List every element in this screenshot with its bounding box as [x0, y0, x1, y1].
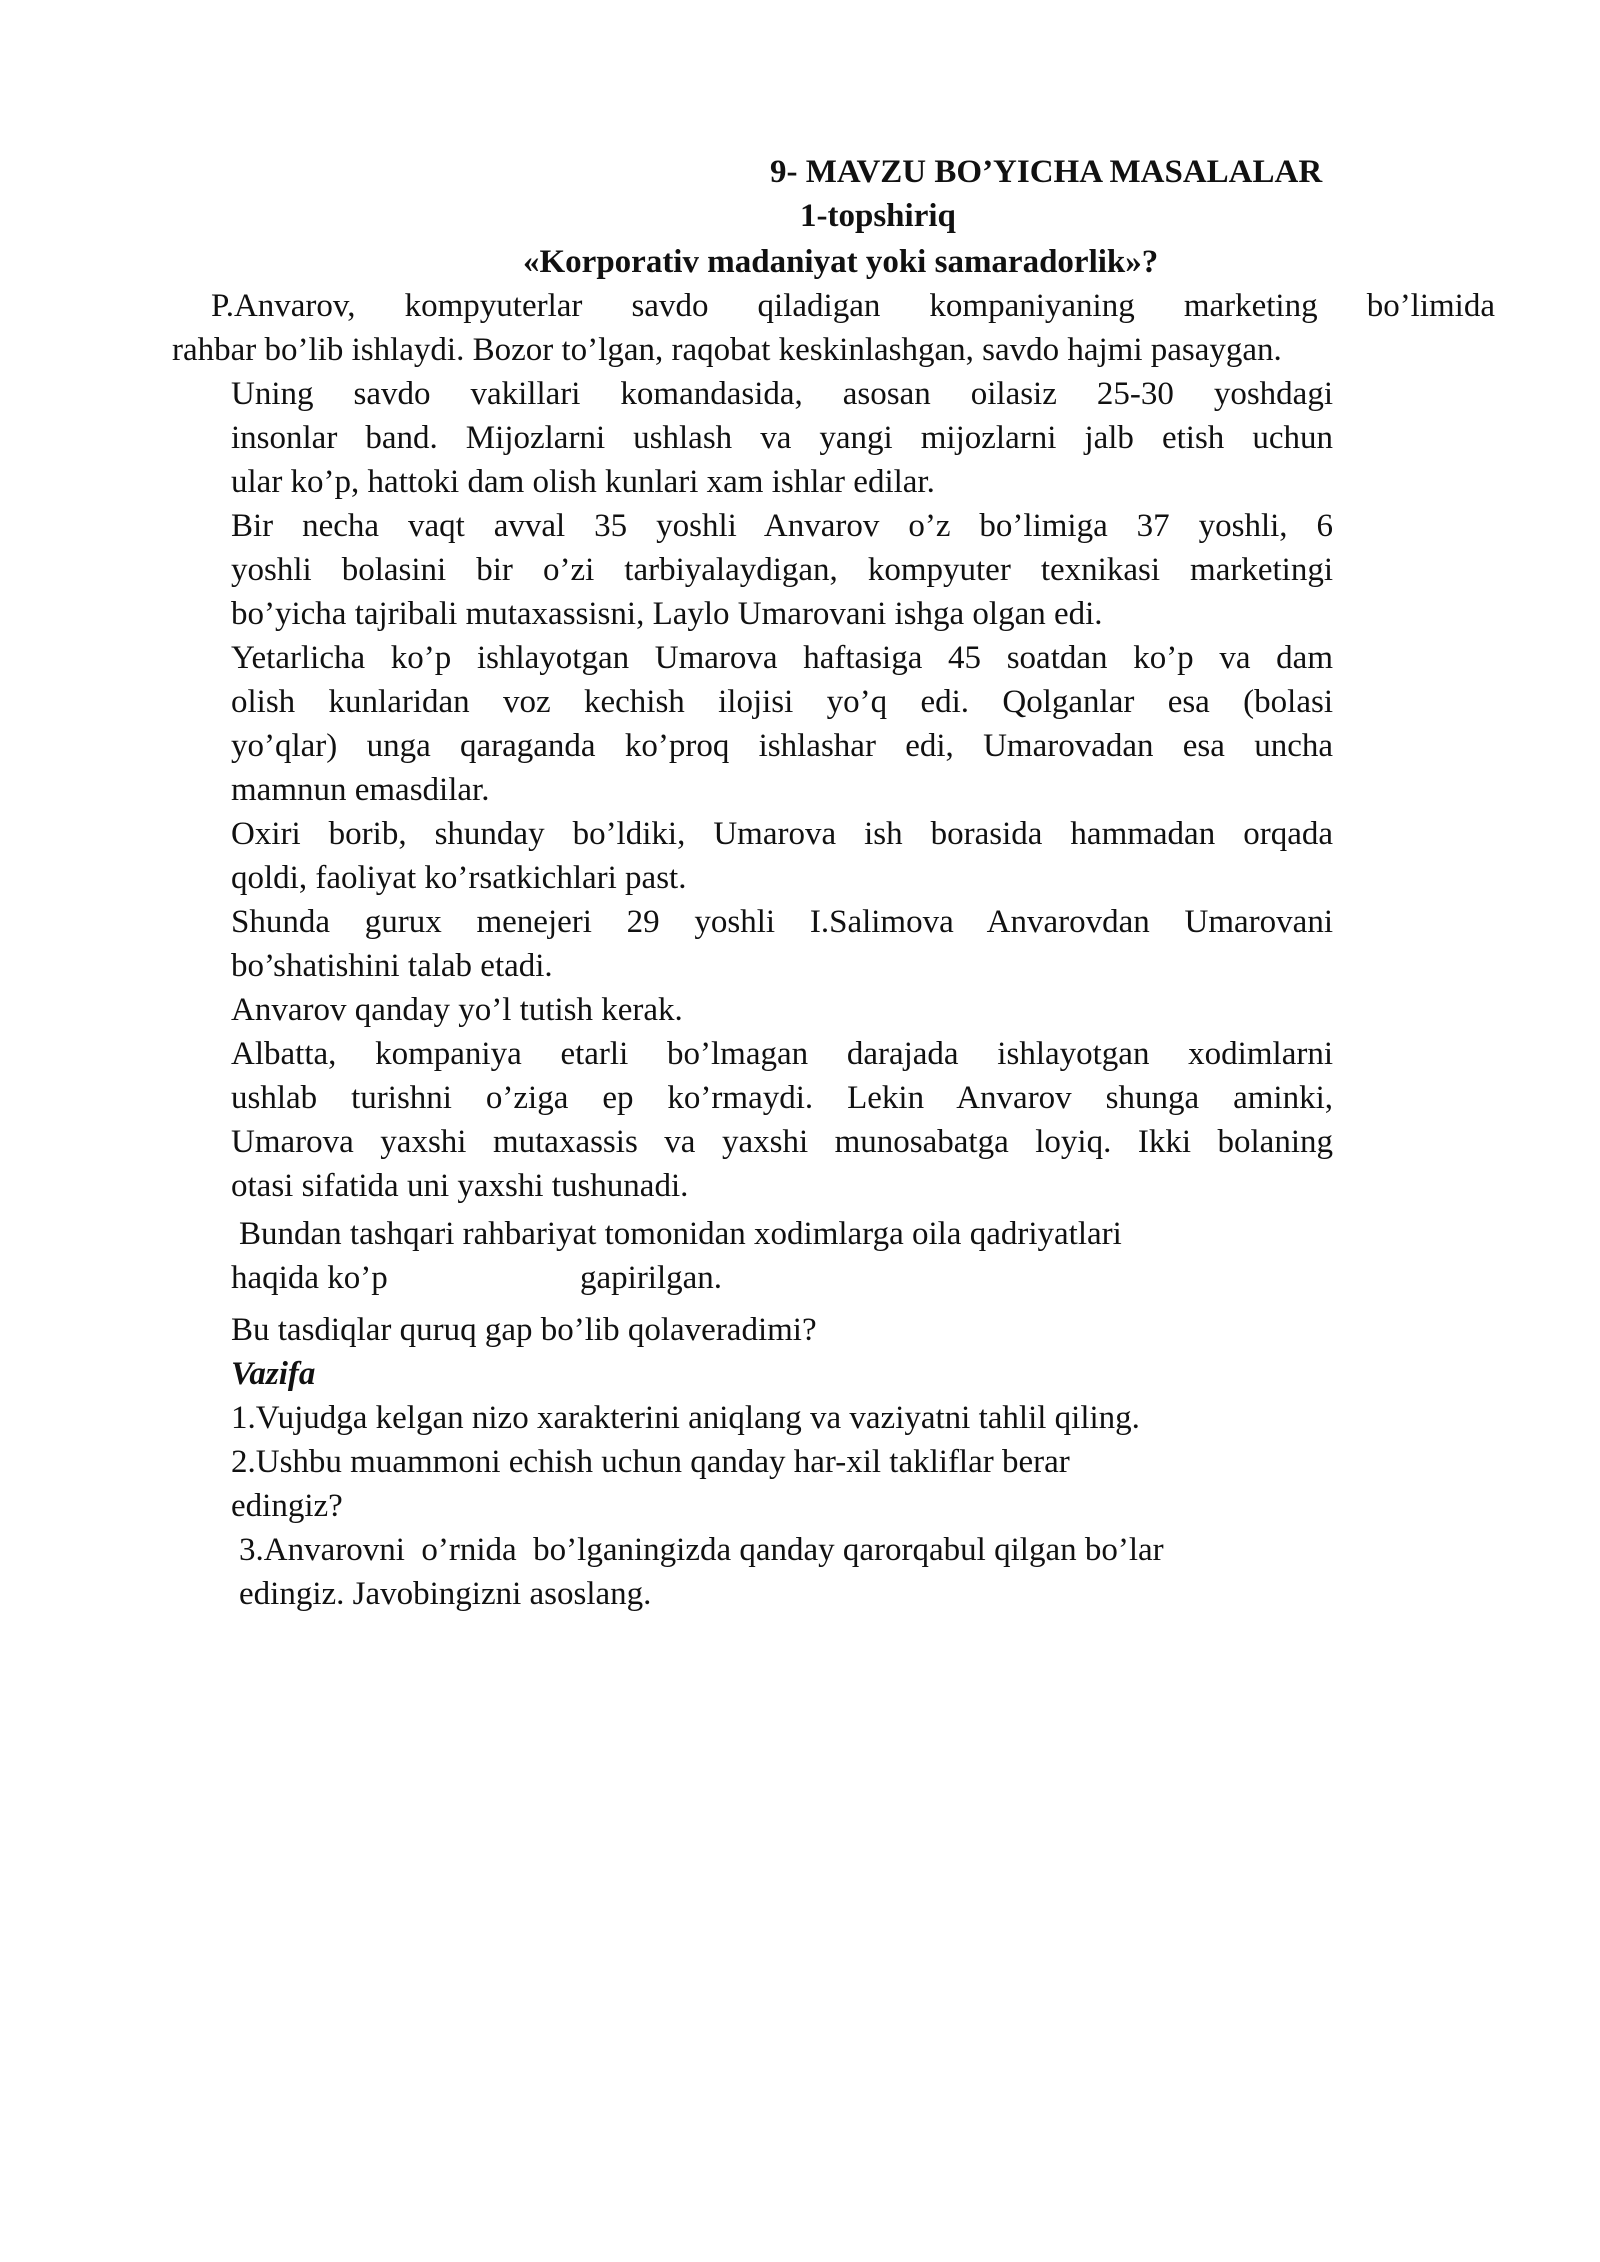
para-line: insonlar band. Mijozlarni ushlash va yangi mijozlarni jalb etish uchun [231, 420, 1333, 456]
para-line: ular ko’p, hattoki dam olish kunlari xam ishlar edilar. [231, 464, 935, 500]
task-item: 3.Anvarovni o’rnida bo’lganingizda qanday qarorqabul qilgan bo’lar [239, 1532, 1164, 1568]
para-line: olish kunlaridan voz kechish ilojisi yo’q edi. Qolganlar esa (bolasi [231, 684, 1333, 720]
para-line: Umarova yaxshi mutaxassis va yaxshi munosabatga loyiq. Ikki bolaning [231, 1124, 1333, 1160]
para-line: Uning savdo vakillari komandasida, asosan oilasiz 25-30 yoshdagi [231, 376, 1333, 412]
para-line: Bu tasdiqlar quruq gap bo’lib qolaveradimi? [231, 1312, 817, 1348]
para-line: Albatta, kompaniya etarli bo’lmagan darajada ishlayotgan xodimlarni [231, 1036, 1333, 1072]
task-label: Vazifa [231, 1356, 316, 1392]
para-line: gapirilgan. [580, 1260, 723, 1296]
para-line: Yetarlicha ko’p ishlayotgan Umarova haftasiga 45 soatdan ko’p va dam [231, 640, 1333, 676]
para-line: bo’shatishini talab etadi. [231, 948, 553, 984]
para-line: bo’yicha tajribali mutaxassisni, Laylo Umarovani ishga olgan edi. [231, 596, 1103, 632]
heading: 9- MAVZU BO’YICHA MASALALAR [770, 154, 1323, 190]
intro-line: rahbar bo’lib ishlaydi. Bozor to’lgan, raqobat keskinlashgan, savdo hajmi pasaygan. [172, 332, 1282, 368]
para-line: Shunda gurux menejeri 29 yoshli I.Salimova Anvarovdan Umarovani [231, 904, 1333, 940]
task-item: 1.Vujudga kelgan nizo xarakterini aniqlang va vaziyatni tahlil qiling. [231, 1400, 1140, 1436]
para-line: yo’qlar) unga qaraganda ko’proq ishlashar edi, Umarovadan esa uncha [231, 728, 1333, 764]
subheading: 1-topshiriq [800, 198, 956, 234]
intro-line: P.Anvarov, kompyuterlar savdo qiladigan kompaniyaning marketing bo’limida [211, 288, 1495, 324]
para-line: Bundan tashqari rahbariyat tomonidan xodimlarga oila qadriyatlari [239, 1216, 1122, 1252]
task-item: edingiz? [231, 1488, 343, 1524]
task-item: edingiz. Javobingizni asoslang. [239, 1576, 652, 1612]
para-line: qoldi, faoliyat ko’rsatkichlari past. [231, 860, 687, 896]
para-line: Anvarov qanday yo’l tutish kerak. [231, 992, 683, 1028]
para-line: yoshli bolasini bir o’zi tarbiyalaydigan, kompyuter texnikasi marketingi [231, 552, 1333, 588]
case-title: «Korporativ madaniyat yoki samaradorlik»? [523, 244, 1159, 280]
para-line: haqida ko’p [231, 1260, 388, 1296]
para-line: ushlab turishni o’ziga ep ko’rmaydi. Lekin Anvarov shunga aminki, [231, 1080, 1333, 1116]
para-line: Bir necha vaqt avval 35 yoshli Anvarov o’z bo’limiga 37 yoshli, 6 [231, 508, 1333, 544]
para-line: otasi sifatida uni yaxshi tushunadi. [231, 1168, 689, 1204]
task-item: 2.Ushbu muammoni echish uchun qanday har-xil takliflar berar [231, 1444, 1070, 1480]
para-line: Oxiri borib, shunday bo’ldiki, Umarova ish borasida hammadan orqada [231, 816, 1333, 852]
para-line: mamnun emasdilar. [231, 772, 490, 808]
